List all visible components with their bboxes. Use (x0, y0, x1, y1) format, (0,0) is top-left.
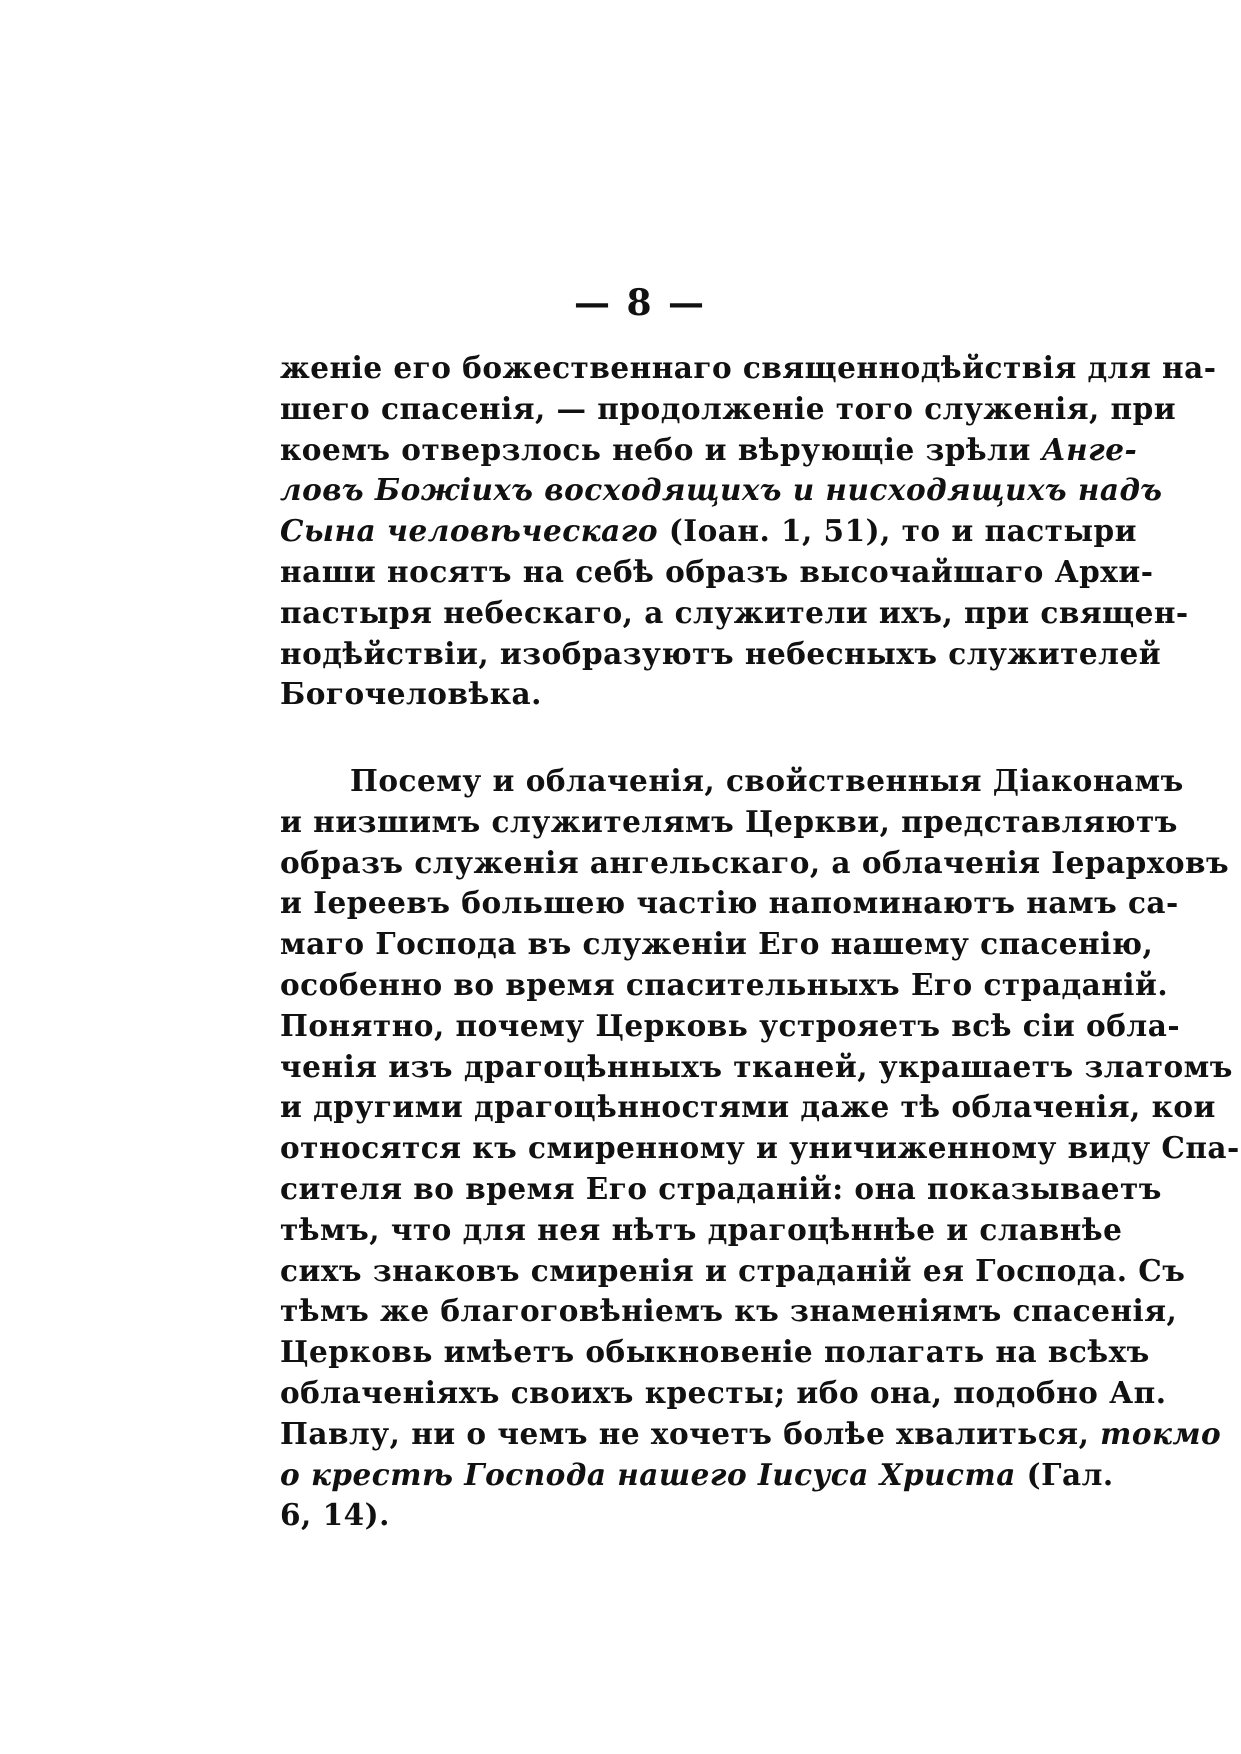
text-line (280, 470, 1163, 511)
paragraph-2 (280, 761, 1240, 1536)
text-line: относятся къ смиренному и уничиженному виду Спа- (280, 1130, 1240, 1166)
text-line: Богочеловѣка. (280, 676, 542, 712)
text-line: ченія изъ драгоцѣнныхъ тканей, украшаетъ златомъ (280, 1048, 1233, 1084)
text-line: и другими драгоцѣнностями даже тѣ облаченія, кои (280, 1089, 1216, 1125)
text-line: нодѣйствіи, изобразуютъ небесныхъ служителей (280, 635, 1162, 671)
text-line (280, 1455, 1114, 1496)
scripture-reference: (Іоан. 1, 51), (668, 513, 891, 549)
italic-text: Божіихъ восходящихъ и нисходящихъ надъ (374, 472, 1163, 508)
text-line: образъ служенія ангельскаго, а облаченія Іерарховъ (280, 844, 1230, 880)
text-line: 6, 14). (280, 1497, 390, 1533)
scripture-reference: (Гал. (1026, 1456, 1114, 1492)
text-line: Церковь имѣетъ обыкновеніе полагать на всѣхъ (280, 1334, 1150, 1370)
text-line (280, 430, 1138, 471)
text-line: маго Господа въ служеніи Его нашему спасенію, (280, 926, 1154, 962)
italic-text: Анге- (1041, 431, 1138, 467)
text-line: тѣмъ же благоговѣніемъ къ знаменіямъ спасенія, (280, 1293, 1178, 1329)
text-line: и низшимъ служителямъ Церкви, представляютъ (280, 803, 1178, 839)
text-line: наши носятъ на себѣ образъ высочайшаго Архи- (280, 553, 1154, 589)
text-line: женіе его божественнаго священнодѣйствія для на- (280, 350, 1217, 385)
italic-text: Сына человѣческаго (280, 513, 659, 549)
text-line: облаченіяхъ своихъ кресты; ибо она, подобно Ап. (280, 1374, 1167, 1410)
text-line: особенно во время спасительныхъ Его страданій. (280, 966, 1169, 1002)
text-segment: коемъ отверзлось небо и вѣрующіе зрѣли (280, 431, 1031, 467)
text-segment: Павлу, ни о чемъ не хочетъ болѣе хвалиться, (280, 1415, 1090, 1451)
text-line (280, 511, 1138, 552)
text-line (280, 1414, 1222, 1455)
text-line: тѣмъ, что для нея нѣтъ драгоцѣннѣе и славнѣе (280, 1211, 1123, 1247)
text-line: Понятно, почему Церковь устрояетъ всѣ сіи облa- (280, 1007, 1181, 1043)
text-line: пастыря небескаго, а служители ихъ, при священ- (280, 594, 1189, 630)
text-line: и Іереевъ большею частію напоминаютъ намъ са- (280, 885, 1179, 921)
text-line: шего спасенія, — продолженіе того служенія, при (280, 390, 1177, 426)
page-number: — 8 — (573, 282, 707, 324)
italic-text: токмо (1100, 1415, 1222, 1451)
text-segment: то и пастыри (901, 513, 1138, 549)
italic-text: о крестѣ Господа нашего Іисуса Христа (280, 1456, 1016, 1492)
text-line: Посему и облаченія, свойственныя Діаконамъ (350, 763, 1184, 798)
text-line: сителя во время Его страданій: она показываетъ (280, 1170, 1162, 1206)
italic-text: ловъ (280, 472, 365, 508)
paragraph-1 (280, 348, 1217, 715)
text-line: сихъ знаковъ смиренія и страданій ея Господа. Съ (280, 1252, 1186, 1288)
